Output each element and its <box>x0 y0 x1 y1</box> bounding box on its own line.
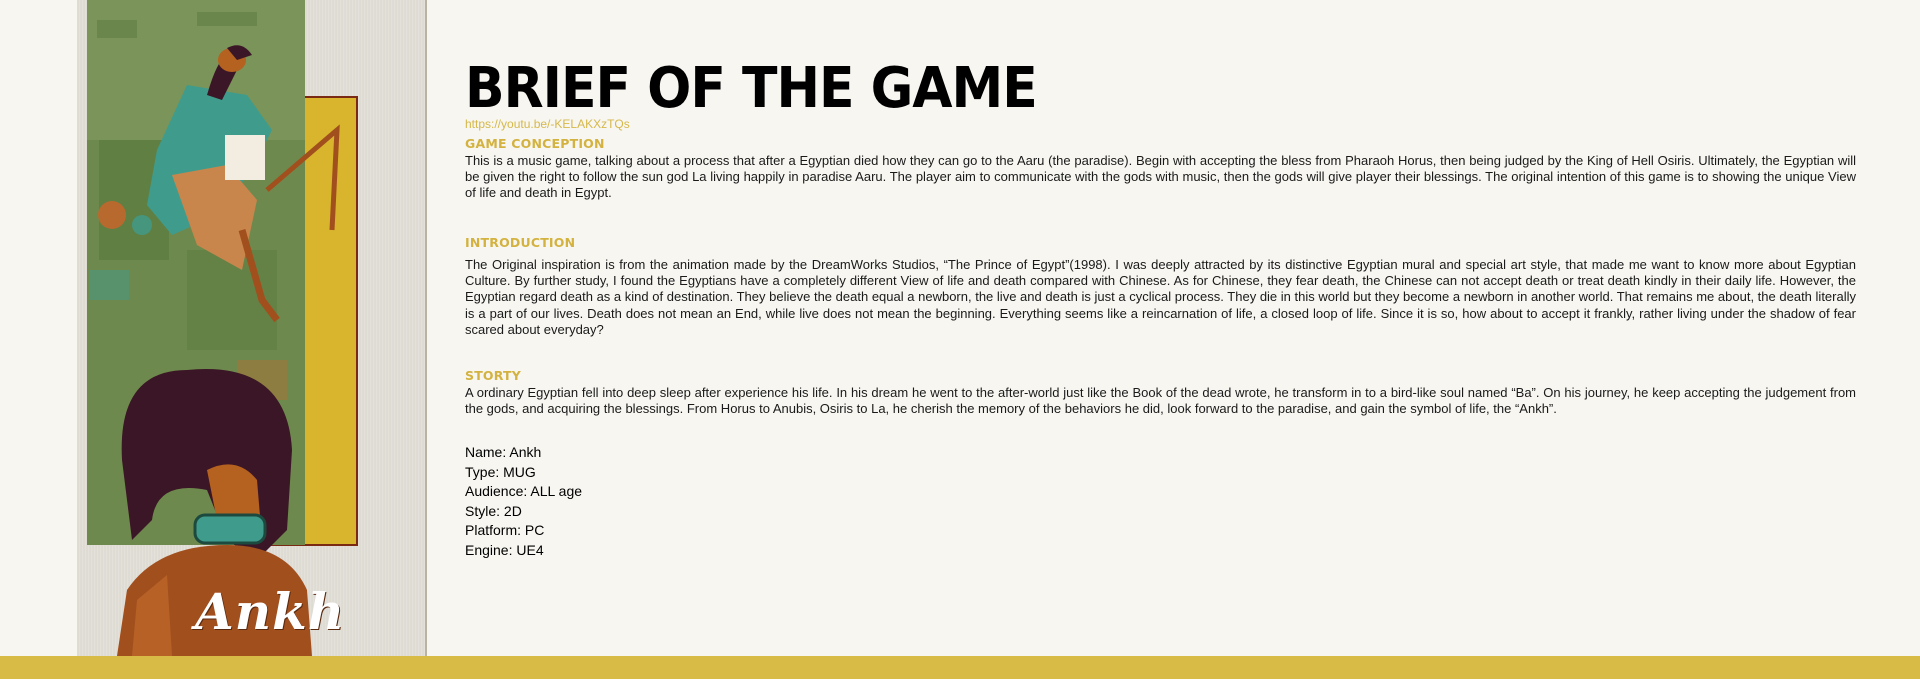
section-heading-introduction: INTRODUCTION <box>465 235 576 250</box>
game-artwork <box>77 0 427 656</box>
game-spec-list <box>465 443 582 560</box>
spec-type: Type: MUG <box>465 463 536 480</box>
page-title: BRIEF OF THE GAME <box>465 56 1037 121</box>
spec-platform: Platform: PC <box>465 522 545 538</box>
game-conception-text: This is a music game, talking about a process that after a Egyptian died how they can go to the Aaru (the paradise). Begin with accepting the bless from Pharaoh Horus, then being judged by the King of Hell Osiris. Ultimately, the Egyptian will be given the right to follow the sun god La living happily in paradise Aaru. The player aim to communicate with the gods with music, then the gods will give player their blessings. The original intention of this game is to showing the unique View of life and death in Egypt. <box>465 153 1856 201</box>
ankh-logo: Ankh <box>195 582 346 641</box>
section-heading-game-conception: GAME CONCEPTION <box>465 136 605 151</box>
video-link[interactable]: https://youtu.be/-KELAKXzTQs <box>465 117 630 131</box>
spec-style: Style: 2D <box>465 502 522 519</box>
spec-engine: Engine: UE4 <box>465 541 544 558</box>
spec-audience: Audience: ALL age <box>465 483 583 499</box>
story-text: A ordinary Egyptian fell into deep sleep after experience his life. In his dream he went to the after-world just like the Book of the dead wrote, he transform in to a bird-like soul named “Ba”. On his journey, he keep accepting the judgement from the gods, and acquiring the blessings. From Horus to Anubis, Osiris to La, he cherish the memory of the behaviors he did, look forward to the paradise, and gain the symbol of life, the “Ankh”. <box>465 385 1856 417</box>
introduction-text: The Original inspiration is from the animation made by the DreamWorks Studios, “The Prince of Egypt”(1998). I was deeply attracted by its distinctive Egyptian mural and special art style, that made me want to know more about Egyptian Culture. By further study, I found the Egyptians have a completely different View of life and death compared with Chinese. As for Chinese, they fear death, the Chinese can not accept death or treat death kindly in their daily life. However, the Egyptian regard death as a kind of destination. They believe the death equal a newborn, the live and death is just a cyclical process. They die in this world but they become a newborn in another world. That remains me about, the death literally is a part of our lives. Death does not mean an End, while live does not mean the beginning. Everything seems like a reincarnation of life, a closed loop of life. Since it is so, how about to accept it frankly, rather living under the shadow of fear scared about everyday? <box>465 257 1856 337</box>
section-heading-story: STORTY <box>465 368 521 383</box>
footer-bar <box>0 656 1920 679</box>
artwork-illustration <box>77 0 425 656</box>
spec-name: Name: Ankh <box>465 444 542 460</box>
